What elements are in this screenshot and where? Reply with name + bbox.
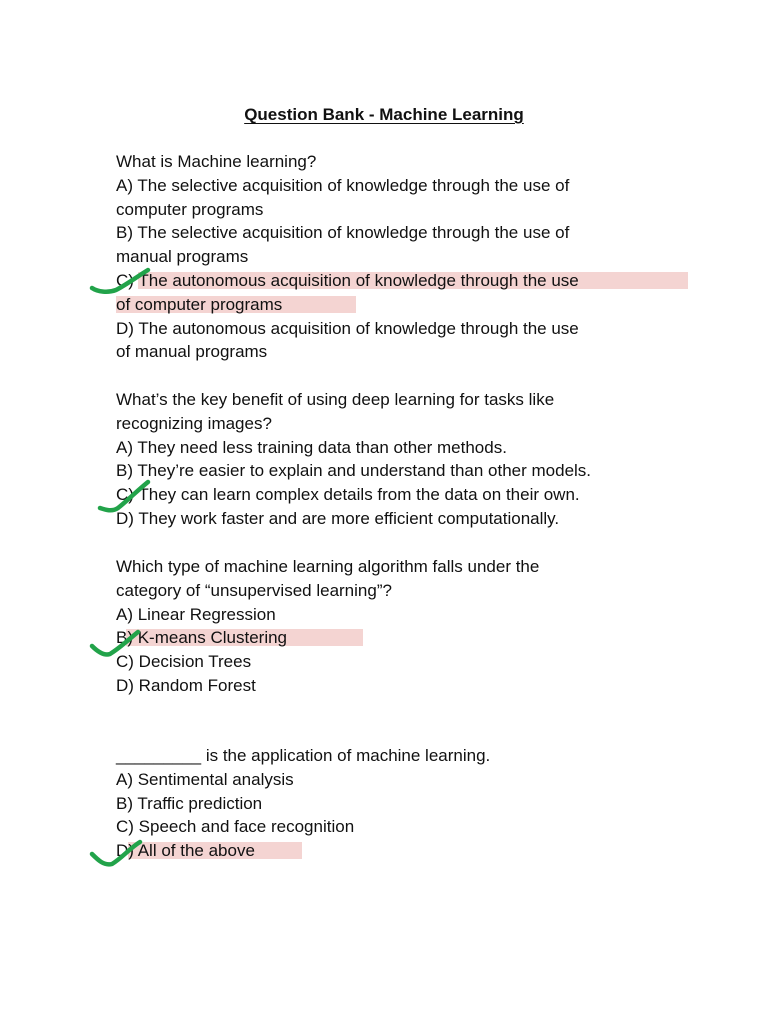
check-mark-icon xyxy=(88,266,158,300)
page-title: Question Bank - Machine Learning xyxy=(244,105,524,124)
question-1-option-b-cont: manual programs xyxy=(116,247,249,267)
question-2-option-d: D) They work faster and are more efficient computationally. xyxy=(116,508,560,528)
question-3-option-d: D) Random Forest xyxy=(116,675,256,695)
question-2-option-b: B) They’re easier to explain and understand than other models. xyxy=(116,461,592,481)
question-1-option-a: A) The selective acquisition of knowledge through the use of xyxy=(116,175,570,195)
question-2-text-cont: recognizing images? xyxy=(116,413,272,433)
question-2-option-c: C) They can learn complex details from the data on their own. xyxy=(116,485,580,505)
question-1-option-d-cont: of manual programs xyxy=(116,342,268,362)
question-1-option-d: D) The autonomous acquisition of knowledge through the use xyxy=(116,318,579,338)
question-4-option-a: A) Sentimental analysis xyxy=(116,769,294,789)
question-3-option-a: A) Linear Regression xyxy=(116,604,276,624)
question-4-option-d: D) All of the above xyxy=(116,839,696,863)
question-1-option-c-cont: of computer programs xyxy=(116,293,696,317)
question-4-option-c: C) Speech and face recognition xyxy=(116,817,355,837)
question-3-option-b: B) K-means Clustering xyxy=(116,626,696,650)
check-mark-icon xyxy=(88,838,148,872)
question-3-text-cont: category of “unsupervised learning”? xyxy=(116,580,392,600)
question-2-option-a: A) They need less training data than other methods. xyxy=(116,437,507,457)
question-2 xyxy=(116,388,696,531)
question-3-option-c: C) Decision Trees xyxy=(116,652,252,672)
check-mark-icon xyxy=(96,478,156,518)
question-4-option-b: B) Traffic prediction xyxy=(116,793,263,813)
question-1-option-a-cont: computer programs xyxy=(116,199,264,219)
question-3-text: Which type of machine learning algorithm falls under the xyxy=(116,557,540,576)
question-1-option-c: C) The autonomous acquisition of knowledge through the use xyxy=(116,269,696,293)
question-4 xyxy=(116,744,696,863)
question-1 xyxy=(116,150,696,364)
question-1-text: What is Machine learning? xyxy=(116,152,317,171)
check-mark-icon xyxy=(88,628,148,660)
question-1-option-b: B) The selective acquisition of knowledge through the use of xyxy=(116,223,570,243)
question-3 xyxy=(116,555,696,698)
question-4-text: _________ is the application of machine learning. xyxy=(116,746,491,765)
question-2-text: What’s the key benefit of using deep learning for tasks like xyxy=(116,390,555,409)
